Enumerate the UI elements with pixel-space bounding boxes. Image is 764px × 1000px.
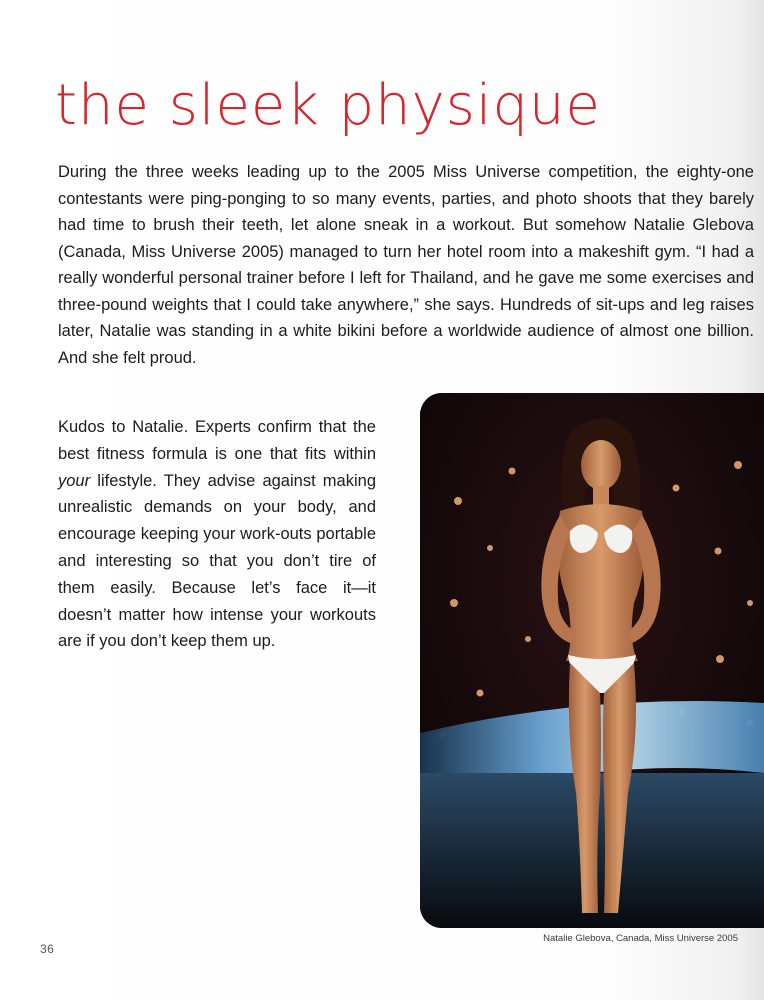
second-paragraph-text-end: lifestyle. They advise against making unrealistic demands on your body, and encourage keeping your work-outs portable and interesting so that you don’t tire of them easily. Because let’s face it—it doesn’t matter how intense your workouts are if you don’t keep them up. — [58, 471, 376, 651]
second-paragraph-text-start: Kudos to Natalie. Experts confirm that the best fitness formula is one that fits within — [58, 418, 376, 463]
photo-caption: Natalie Glebova, Canada, Miss Universe 2005 — [543, 933, 738, 944]
pageant-photo — [420, 393, 764, 928]
page-number: 36 — [40, 942, 55, 956]
pageant-photo-illustration — [420, 393, 764, 928]
second-paragraph-emphasis: your — [58, 471, 91, 490]
page-title: the sleek physique — [55, 73, 601, 138]
intro-paragraph: During the three weeks leading up to the 2005 Miss Universe competition, the eighty-one contestants were ping-ponging to so many events, parties, and photo shoots that they barely had time to brush their teeth, let alone sneak in a workout. But somehow Natalie Glebova (Canada, Miss Universe 2005) managed to turn her hotel room into a makeshift gym. “I had a really wonderful personal trainer before I left for Thailand, and he gave me some exercises and three-pound weights that I could take anywhere,” she says. Hundreds of sit-ups and leg raises later, Natalie was standing in a white bikini before a worldwide audience of almost one billion. And she felt proud. — [58, 163, 754, 367]
second-paragraph — [58, 414, 376, 655]
